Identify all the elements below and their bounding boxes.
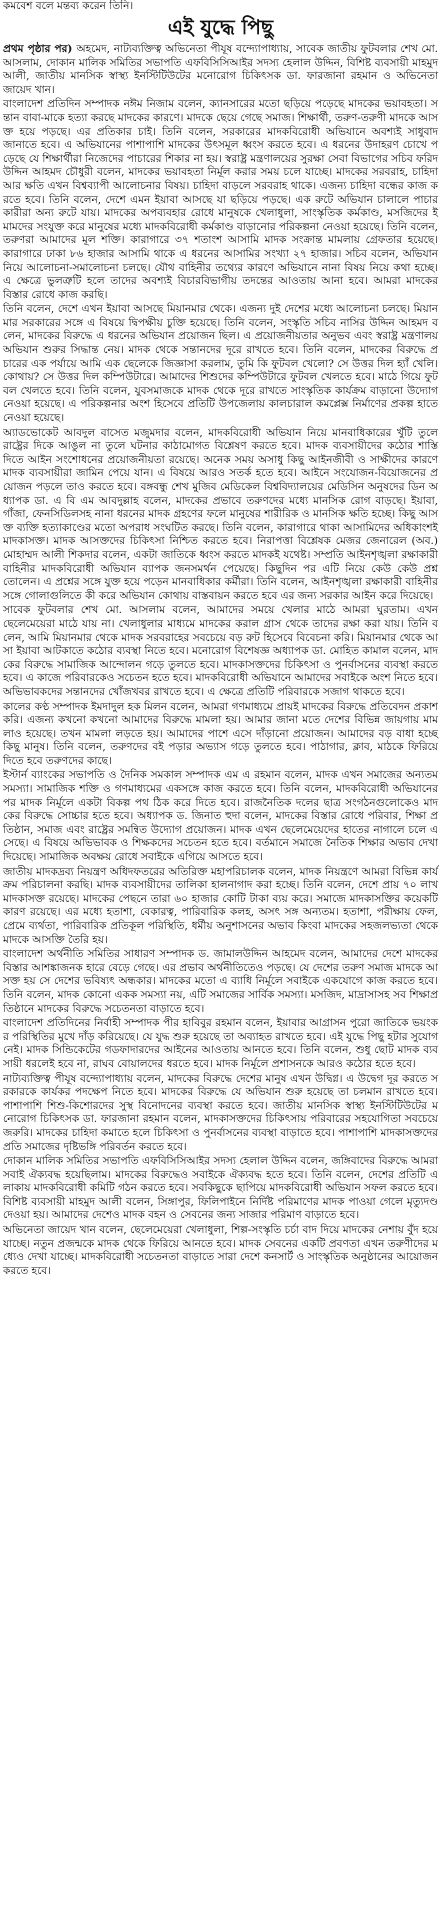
article-body [3,43,438,1278]
paragraph-6: কালের কণ্ঠ সম্পাদক ইমদাদুল হক মিলন বলেন, আমরা গণমাধ্যমে প্রায়ই মাদকের বিরুদ্ধে প্রতিবেদন প্রকাশ করি। এজন্য কখনো কখনো আমাদের বিরুদ্ধে মামলা হয়। আমার জানা মতে দেশের বিভিন্ন জায়গায় মামলাও হয়েছে। তখন মামলা লড়তে হয়। আমাদের পাশে এসে দাঁড়ানো প্রয়োজন। আমাদের বড় বাধা হচ্ছে কিছু মানুষ। তিনি বলেন, তরুণদের বই পড়ার অভ্যাস গড়ে তুলতে হবে। পাঠাগার, ক্লাব, মাঠকে ফিরিয়ে দিতে হবে তরুণদের কাছে। [3,700,438,767]
paragraph-11: নাট্যব্যক্তিত্ব পীযূষ বন্দ্যোপাধ্যায় বলেন, মাদকের বিরুদ্ধে দেশের মানুষ এখন উদ্বিগ্ন। এ উদ্বেগ দূর করতে সরকারকে কার্যকর পদক্ষেপ নিতে হবে। মাদকের বিরুদ্ধে যে অভিযান শুরু হয়েছে তা চলমান রাখতে হবে। পাশাপাশি শিশু-কিশোরদের সুস্থ বিনোদনের ব্যবস্থা করতে হবে। জাতীয় মানসিক স্বাস্থ্য ইনস্টিটিউটের মনোরোগ চিকিৎসক ডা. ফারজানা রহমান বলেন, মাদকাসক্তদের চিকিৎসায় পরিবারের সহযোগিতা সবচেয়ে জরুরি। মাদকের চাহিদা কমাতে হলে চিকিৎসা ও পুনর্বাসনের ব্যবস্থা বাড়াতে হবে। পাশাপাশি মাদকাসক্তদের প্রতি সমাজের দৃষ্টিভঙ্গি পরিবর্তন করতে হবে। [3,1072,438,1153]
paragraph-5: সাবেক ফুটবলার শেখ মো. আসলাম বলেন, আমাদের সময়ে খেলার মাঠে আমরা ঘুরতাম। এখন ছেলেমেয়েরা মাঠে যায় না। খেলাধুলার মাধ্যমে মাদকের করাল গ্রাস থেকে তাদের রক্ষা করা যায়। তিনি বলেন, আমি মিয়ানমার থেকে মাদক সরবরাহের সবচেয়ে বড় রুট হিসেবে বিবেচনা করি। মিয়ানমার থেকে আসা ইয়াবা আটকাতে কঠোর ব্যবস্থা নিতে হবে। মনোরোগ বিশেষজ্ঞ অধ্যাপক ডা. মোহিত কামাল বলেন, মাদকের বিরুদ্ধে সামাজিক আন্দোলন গড়ে তুলতে হবে। মাদকাসক্তদের চিকিৎসা ও পুনর্বাসনের ব্যবস্থা করতে হবে। এ কাজে পরিবারকেও সচেতন হতে হবে। মাদকবিরোধী অভিযানে আমাদের সবাইকে অংশ নিতে হবে। অভিভাবকদের সন্তানদের খোঁজখবর রাখতে হবে। এ ক্ষেত্রে প্রতিটি পরিবারকে সজাগ থাকতে হবে। [3,604,438,698]
article-headline: এই যুদ্ধে পিছু [167,15,274,39]
paragraph-3: তিনি বলেন, দেশে এখন ইয়াবা আসছে মিয়ানমার থেকে। এজন্য দুই দেশের মধ্যে আলোচনা চলছে। মিয়ানমার সরকারের সঙ্গে এ বিষয়ে দ্বিপক্ষীয় চুক্তি হয়েছে। তিনি বলেন, সংস্কৃতি সচিব নাসির উদ্দিন আহমদ বলেন, মাদকের বিরুদ্ধে এ ধরনের অভিযান প্রয়োজন ছিল। এ প্রয়োজনীয়তার অনুভব এবং স্বরাষ্ট্র মন্ত্রণালয় অভিযান শুরুর সিদ্ধান্ত নেয়। মাদক থেকে সন্তানদের দূরে রাখতে হবে। তিনি বলেন, মাদকের বিরুদ্ধে প্রচারের এক পর্যায়ে আমি এক ছেলেকে জিজ্ঞাসা করলাম, তুমি কি ফুটবল খেলো? সে উত্তর দিল হ্যাঁ খেলি। কোথায়? সে উত্তর দিল কম্পিউটারে। আমাদের শিশুদের কম্পিউটারে ফুটবল খেলতে হবে। মাঠে গিয়ে ফুটবল খেলতে হবে। তিনি বলেন, যুবসমাজকে মাদক থেকে দূরে রাখতে সাংস্কৃতিক কার্যক্রম বাড়ানো উদ্যোগ নেওয়া হয়েছে। এ পরিকল্পনার অংশ হিসেবে প্রতিটি উপজেলায় কালচারাল কমপ্লেক্স নির্মাণের প্রকল্প হাতে নেওয়া হয়েছে। [3,303,438,425]
paragraph-7: ইস্টার্ন ব্যাংকের সভাপতি ও দৈনিক সমকাল সম্পাদক এম এ রহমান বলেন, মাদক এখন সমাজের অন্যতম সমস্যা। সামাজিক শক্তি ও গণমাধ্যমের একসঙ্গে কাজ করতে হবে। তিনি বলেন, মাদকবিরোধী অভিযানের পর মাদক নির্মূলে একটা বিকল্প পথ ঠিক করে দিতে হবে। রাজনৈতিক দলের ছাত্র সংগঠনগুলোকেও মাদকের বিরুদ্ধে সোচ্চার হতে হবে। অধ্যাপক ড. জিনাত হুদা বলেন, মাদকের বিস্তার রোধে পরিবার, শিক্ষা প্রতিষ্ঠান, সমাজ এবং রাষ্ট্রের সমন্বিত উদ্যোগ প্রয়োজন। মাদক এখন ছেলেমেয়েদের হাতের নাগালে চলে এসেছে। এ বিষয়ে অভিভাবক ও শিক্ষকদের সচেতন হতে হবে। বর্তমানে সমাজে নৈতিক শিক্ষার অভাব দেখা দিয়েছে। সামাজিক অবক্ষয় রোধে সবাইকে এগিয়ে আসতে হবে। [3,769,438,864]
paragraph-8: জাতীয় মাদকদ্রব্য নিয়ন্ত্রণ অধিদফতরের অতিরিক্ত মহাপরিচালক বলেন, মাদক নিয়ন্ত্রণে আমরা বিভিন্ন কার্যক্রম পরিচালনা করছি। মাদক ব্যবসায়ীদের তালিকা হালনাগাদ করা হচ্ছে। তিনি বলেন, দেশে প্রায় ৭০ লাখ মাদকাসক্ত রয়েছে। মাদকের পেছনে তারা ৬০ হাজার কোটি টাকা ব্যয় করে। সমাজে মাদকাসক্তির কয়েকটি কারণ রয়েছে। এর মধ্যে হতাশা, বেকারত্ব, পারিবারিক কলহ, অসৎ সঙ্গ অন্যতম। হতাশা, পরীক্ষায় ফেল, প্রেমে ব্যর্থতা, পারিবারিক প্রতিকূল পরিস্থিতি, ধর্মীয় অনুশাসনের অভাব কিংবা মাদকের সহজলভ্যতা থেকে মাদকে আসক্তি তৈরি হয়। [3,865,438,946]
page-reference: প্রথম পৃষ্ঠার পর) [3,43,77,55]
paragraph-12: দোকান মালিক সমিতির সভাপতি এফবিসিসিআইর সদস্য হেলাল উদ্দিন বলেন, জঙ্গিবাদের বিরুদ্ধে আমরা সবাই ঐক্যবদ্ধ হয়েছিলাম। মাদকের বিরুদ্ধেও সবাইকে ঐক্যবদ্ধ হতে হবে। তিনি বলেন, দেশের প্রতিটি এলাকায় মাদকবিরোধী কমিটি গঠন করতে হবে। সবকিছুকে ছাপিয়ে মাদকবিরোধী অভিযান সফল করতে হবে। বিশিষ্ট ব্যবসায়ী মাহমুদ আলী বলেন, সিঙ্গাপুর, ফিলিপাইনে নির্দিষ্ট পরিমাণের মাদক পাওয়া গেলে মৃত্যুদণ্ড দেওয়া হয়। আমাদের দেশেও মাদক বহন ও সেবনের জন্য সাজার পরিমাণ বাড়াতে হবে। [3,1155,438,1222]
paragraph-2: বাংলাদেশ প্রতিদিন সম্পাদক নঈম নিজাম বলেন, ক্যানসারের মতো ছড়িয়ে পড়েছে মাদকের ভয়াবহতা। সন্তান বাবা-মাকে হত্যা করছে মাদকের কারণে। মাদকে ছেয়ে গেছে সমাজ। শিক্ষার্থী, তরুণ-তরুণী মাদকে আসক্ত হয়ে পড়ছে। এর প্রতিকার চাই। তিনি বলেন, সরকারের মাদকবিরোধী অভিযানে অবশ্যই সাধুবাদ জানাতে হবে। এ অভিযানের পাশাপাশি মাদকের উৎসমূল ধ্বংস করতে হবে। এ ধরনের উদাহরণ চোখে পড়েছে যে শিক্ষার্থীরা নিজেদের পাচারের শিকার না হয়। স্বরাষ্ট্র মন্ত্রণালয়ের সুরক্ষা সেবা বিভাগের সচিব ফরিদ উদ্দিন আহমদ চৌধুরী বলেন, মাদকের ভয়াবহতা নির্মূল করার সময় চলে যাচ্ছে। মাদকের সরবরাহ, চাহিদা আর ক্ষতি এখন বিশ্বব্যাপী আলোচনার বিষয়। চাহিদা বাড়লে সরবরাহ থাকে। এজন্য চাহিদা বন্ধের কাজ করতে হবে। তিনি বলেন, দেশে এমন ইয়াবা আসছে যা ছড়িয়ে পড়ছে। এক রুটে অভিযান চালালে পাচারকারীরা অন্য রুটে যায়। মাদকের অপব্যবহার রোধে মানুষকে খেলাধুলা, সাংস্কৃতিক কর্মকাণ্ড, মসজিদের ইমামদের সংযুক্ত করে মানুষের মধ্যে মাদকবিরোধী কর্মকাণ্ড বাড়ানোর পরিকল্পনা নেওয়া হয়েছে। তিনি বলেন, তরুণরা আমাদের মূল শক্তি। কারাগারে ৩৭ শতাংশ আসামি মাদক সংক্রান্ত মামলায় গ্রেফতার হয়েছে। কারাগারে ঢাকা ৮৬ হাজার আসামি থাকে এ ধরনের আসামির সংখ্যা ২৭ হাজার। সচিব বলেন, অভিযান নিয়ে আলোচনা-সমালোচনা চলছে। যৌথ বাহিনীর তথ্যের কারণে অভিযানে নানা বিষয় নিয়ে কথা হচ্ছে। এ ক্ষেত্রে ভুলত্রুটি হলে তাদের অবশ্যই বিচারবিভাগীয় তদন্তের আওতায় আনা হবে। আমরা মাদকের বিস্তার রোধে কাজ করছি। [3,98,438,301]
paragraph-10: বাংলাদেশ প্রতিদিনের নির্বাহী সম্পাদক পীর হাবিবুর রহমান বলেন, ইয়াবার আগ্রাসন পুরো জাতিকে ভয়ংকর পরিস্থিতির মুখে দাঁড় করিয়েছে। যে যুদ্ধ শুরু হয়েছে তা অব্যাহত রাখতে হবে। এই যুদ্ধে পিছু হটার সুযোগ নেই। মাদক সিন্ডিকেটের গডফাদারদের আইনের আওতায় আনতে হবে। তিনি বলেন, শুধু ছোট মাদক ব্যবসায়ী ধরলেই হবে না, রাঘব বোয়ালদের ধরতে হবে। মাদক নির্মূলে প্রশাসনকে আরও কঠোর হতে হবে। [3,1017,438,1070]
paragraph-9: বাংলাদেশ অর্থনীতি সমিতির সাধারণ সম্পাদক ড. জামালউদ্দিন আহমেদ বলেন, আমাদের দেশে মাদকের বিস্তার আশঙ্কাজনক হারে বেড়ে গেছে। এর প্রভাব অর্থনীতিতেও পড়ছে। যে দেশের তরুণ সমাজ মাদকে আসক্ত হয় সে দেশের ভবিষ্যৎ অন্ধকার। মাদকের মতো এ ব্যাধি নির্মূলে সবাইকে একযোগে কাজ করতে হবে। তিনি বলেন, মাদক কোনো একক সমস্যা নয়, এটি সমাজের সার্বিক সমস্যা। মসজিদ, মাদ্রাসাসহ সব শিক্ষাপ্রতিষ্ঠানে মাদকের বিরুদ্ধে সচেতনতা বাড়াতে হবে। [3,948,438,1015]
continuation-line: কমবেশ বলে মন্তব্য করেন তিনি। [3,0,134,12]
paragraph-1: প্রথম পৃষ্ঠার পর) অহমেদ, নাট্যব্যক্তিত্ব অভিনেতা পীযূষ বন্দ্যোপাধ্যায়, সাবেক জাতীয় ফুটবলার শেখ মো. আসলাম, দোকান মালিক সমিতির সভাপতি এফবিসিসিআইর সদস্য হেলাল উদ্দিন, বিশিষ্ট ব্যবসায়ী মাহমুদ আলী, জাতীয় মানসিক স্বাস্থ্য ইনস্টিটিউটের মনোরোগ চিকিৎসক ডা. ফারজানা রহমান ও অভিনেতা জায়েদ খান। [3,43,439,96]
paragraph-13: অভিনেতা জায়েদ খান বলেন, ছেলেমেয়েরা খেলাধুলা, শিল্প-সংস্কৃতি চর্চা বাদ দিয়ে মাদকের নেশায় বুঁদ হয়ে যাচ্ছে। নতুন প্রজন্মকে মাদক থেকে ফিরিয়ে আনতে হবে। মাদক সেবনের একটি প্রবণতা এখন তরুণীদের মধ্যেও দেখা যাচ্ছে। মাদকবিরোধী সচেতনতা বাড়াতে সারা দেশে কনসার্ট ও সাংস্কৃতিক অনুষ্ঠানের আয়োজন করতে হবে। [3,1224,438,1277]
paragraph-4: অ্যাডভোকেট আবদুল বাসেত মজুমদার বলেন, মাদকবিরোধী অভিযান নিয়ে মানবাধিকারের খুঁটি তুলে রাষ্ট্রের দিকে আঙুল না তুলে ঘটনার কাঠামোগত বিশ্লেষণ করতে হবে। মাদক ব্যবসায়ীদের কঠোর শাস্তি দিতে আইন সংশোধনের প্রয়োজনীয়তা রয়েছে। অনেক সময় অসাধু কিছু আইনজীবী ও সাক্ষীদের কারণে মাদক ব্যবসায়ীরা জামিন পেয়ে যান। এ বিষয়ে আরও সতর্ক হতে হবে। আইনে সংযোজন-বিয়োজনের প্রয়োজন পড়লে তাও করতে হবে। বঙ্গবন্ধু শেখ মুজিব মেডিকেল বিশ্ববিদ্যালয়ের মেডিসিন অনুষদের ডিন অধ্যাপক ডা. এ বি এম আবদুল্লাহ বলেন, মাদকের প্রভাবে তরুণদের মধ্যে মানসিক রোগ বাড়ছে। ইয়াবা, গাঁজা, ফেনসিডিলসহ নানা ধরনের মাদক গ্রহণের ফলে মানুষের শারীরিক ও মানসিক ক্ষতি হচ্ছে। কিছু আসক্ত ব্যক্তি হত্যাকাণ্ডের মতো অপরাধ সংঘটিত করছে। তিনি বলেন, কারাগারে থাকা আসামিদের অধিকাংশই মাদকাসক্ত। মাদক আসক্তদের চিকিৎসা নিশ্চিত করতে হবে। নিরাপত্তা বিশ্লেষক মেজর জেনারেল (অব.) মোহাম্মদ আলী শিকদার বলেন, একটা জাতিকে ধ্বংস করতে মাদকই যথেষ্ট। সম্প্রতি আইনশৃঙ্খলা রক্ষাকারী বাহিনীর মাদকবিরোধী অভিযান ব্যাপক জনসমর্থন পেয়েছে। কিছুদিন পর এটি নিয়ে কেউ কেউ প্রশ্ন তোলেন। এ প্রশ্নের সঙ্গে যুক্ত হয়ে পড়েন মানবাধিকার কর্মীরা। তিনি বলেন, আইনশৃঙ্খলা রক্ষাকারী বাহিনীর সঙ্গে গোলাগুলিতে কী করে অভিযান কোথায় বাস্তবায়ন করতে হবে এর জন্য সরকার আইন করে দিয়েছে। [3,426,438,602]
